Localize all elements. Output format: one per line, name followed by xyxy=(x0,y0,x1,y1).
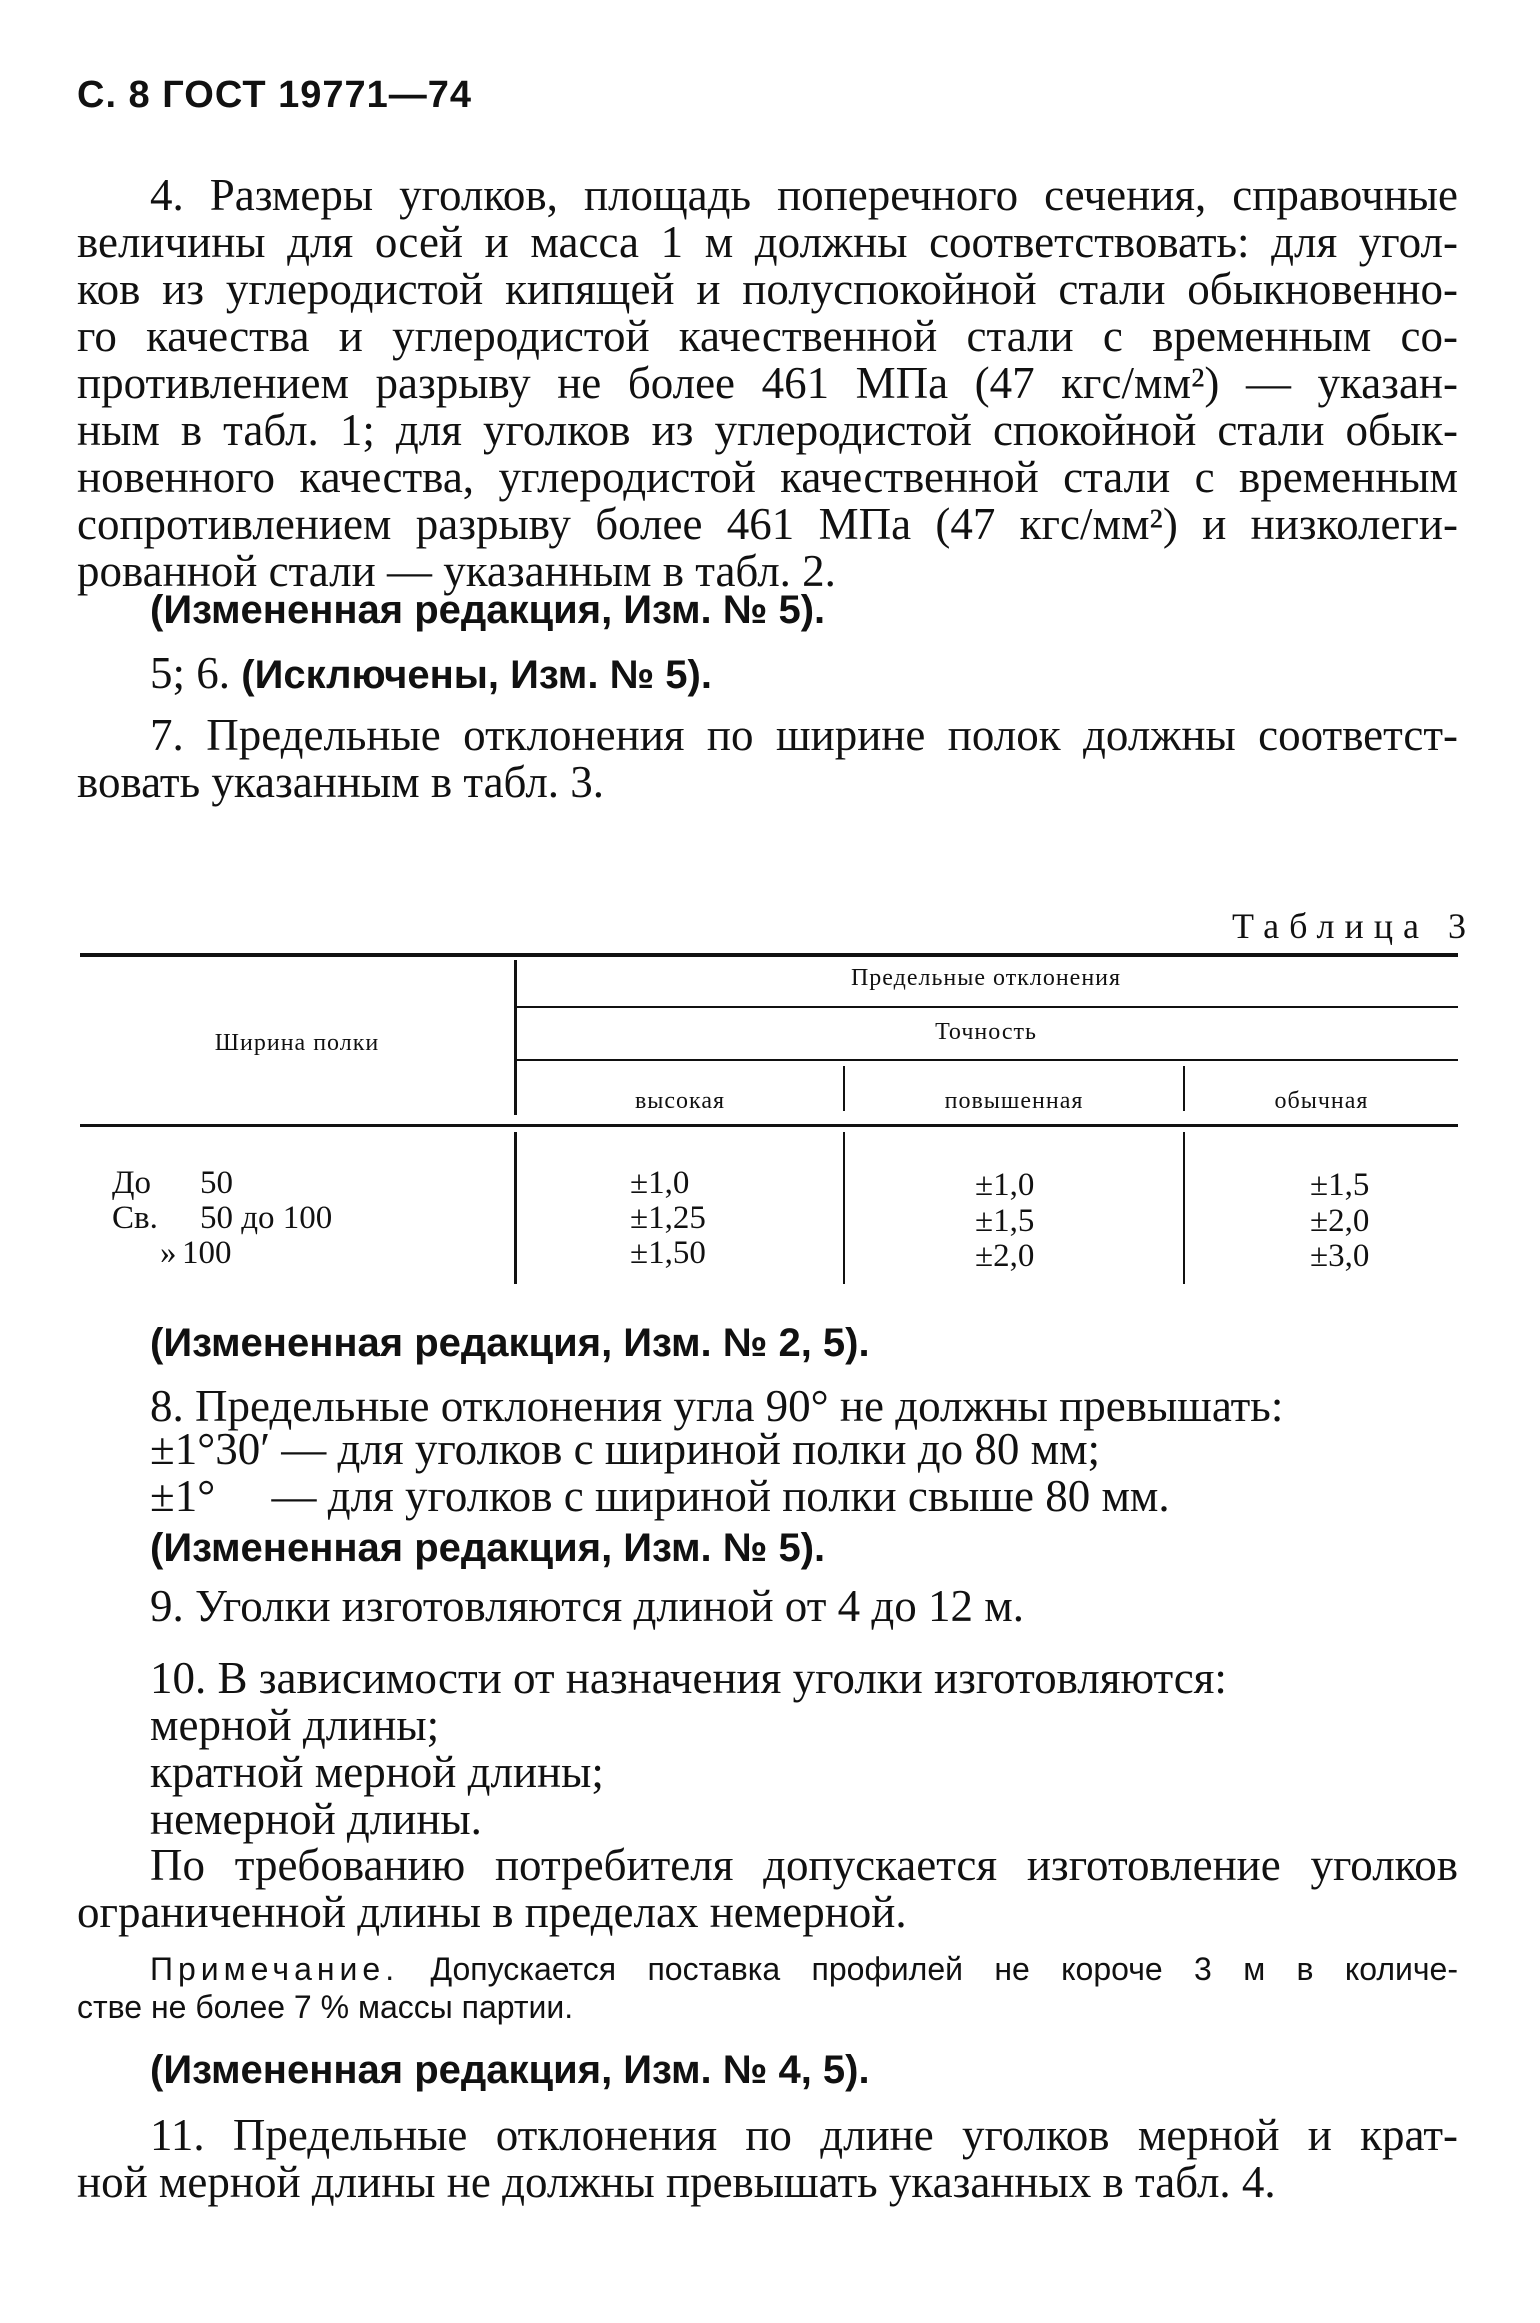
paragraph-line: 11. Предельные отклонения по длине уголков мерной и крат- xyxy=(150,2110,1458,2160)
paragraph-9: 9. Уголки изготовляются длиной от 4 до 12 м. xyxy=(150,1581,1024,1631)
table-row-range: 100 xyxy=(182,1235,232,1271)
paragraph-line: ным в табл. 1; для уголков из углеродистой спокойной стали обык- xyxy=(77,405,1458,455)
paragraph-8 xyxy=(150,1383,1283,1430)
paragraph-8-items xyxy=(150,1426,1170,1520)
page-header: С. 8 ГОСТ 19771—74 xyxy=(77,74,473,116)
paragraph-consumer-rest xyxy=(77,1889,907,1936)
table-divider xyxy=(514,1132,517,1284)
paragraph-11-rest xyxy=(77,2159,1458,2206)
edit-note-2: (Измененная редакция, Изм. № 2, 5). xyxy=(150,1321,870,1365)
paragraph-5-6-note: (Исключены, Изм. № 5). xyxy=(241,653,712,697)
paragraph-line: мерной длины; xyxy=(150,1700,440,1750)
table-cell: ±1,0 xyxy=(630,1165,690,1201)
table-row-prefix: До xyxy=(112,1165,152,1201)
paragraph-line: сопротивлением разрыву более 461 МПа (47 кгс/мм²) и низколеги- xyxy=(77,499,1458,549)
note-line xyxy=(150,1950,1458,1988)
paragraph-line: 8. Предельные отклонения угла 90° не должны превышать: xyxy=(150,1381,1284,1431)
note xyxy=(150,1950,1458,1988)
note-text: Допускается поставка профилей не короче 3 м в количе- xyxy=(430,1951,1459,1987)
paragraph-line: кратной мерной длины; xyxy=(150,1747,604,1797)
paragraph-line: 7. Предельные отклонения по ширине полок должны соответст- xyxy=(150,710,1458,760)
table-cell: ±1,50 xyxy=(630,1235,706,1271)
paragraph-line: ной мерной длины не должны превышать указанных в табл. 4. xyxy=(77,2157,1276,2207)
paragraph-line: немерной длины. xyxy=(150,1794,482,1844)
table-divider xyxy=(843,1132,845,1284)
paragraph-line: ограниченной длины в пределах немерной. xyxy=(77,1887,907,1937)
table-top-rule xyxy=(80,953,1458,957)
table-title: Таблица 3 xyxy=(1232,906,1476,946)
paragraph-line: ±1° — для уголков с шириной полки свыше 80 мм. xyxy=(150,1471,1170,1521)
note-label: Примечание. xyxy=(150,1951,400,1987)
paragraph-7 xyxy=(150,712,1458,759)
paragraph-10 xyxy=(150,1655,1227,1843)
paragraph-line: ±1°30′ — для уголков с шириной полки до 80 мм; xyxy=(150,1424,1101,1474)
paragraph-4 xyxy=(150,172,1458,219)
table-cell: ±1,5 xyxy=(975,1203,1035,1239)
note-line: стве не более 7 % массы партии. xyxy=(77,1989,574,2025)
table-header-deviations: Предельные отклонения xyxy=(850,965,1122,991)
paragraph-line: новенного качества, углеродистой качественной стали с временным xyxy=(77,452,1458,502)
table-header-rule xyxy=(80,1124,1458,1127)
table-rule xyxy=(517,1006,1458,1008)
paragraph-5-6 xyxy=(150,650,712,699)
table-header-accuracy: Точность xyxy=(935,1019,1037,1045)
table-row-prefix: Св. xyxy=(112,1200,158,1236)
paragraph-7-rest xyxy=(77,759,1458,806)
table-cell: ±1,25 xyxy=(630,1200,706,1236)
edit-note-3: (Измененная редакция, Изм. № 5). xyxy=(150,1526,826,1570)
edit-note-1: (Измененная редакция, Изм. № 5). xyxy=(150,588,826,632)
note-rest xyxy=(77,1988,573,2026)
table-header-high: высокая xyxy=(634,1088,726,1114)
table-header-increased: повышенная xyxy=(944,1088,1084,1114)
paragraph-4-body xyxy=(77,219,1458,266)
paragraph-line: 10. В зависимости от назначения уголки изготовляются: xyxy=(150,1653,1227,1703)
paragraph-line: ков из углеродистой кипящей и полуспокойной стали обыкновенно- xyxy=(77,264,1458,314)
paragraph-line: го качества и углеродистой качественной стали с временным со- xyxy=(77,311,1458,361)
table-row-prefix: » xyxy=(160,1235,177,1271)
paragraph-line: рованной стали — указанным в табл. 2. xyxy=(77,546,836,596)
table-cell: ±2,0 xyxy=(975,1238,1035,1274)
table-cell: ±3,0 xyxy=(1310,1238,1370,1274)
paragraph-4-rest xyxy=(77,266,1458,595)
paragraph-line: 4. Размеры уголков, площадь поперечного сечения, справочные xyxy=(150,170,1458,220)
paragraph-line: противлением разрыву не более 461 МПа (47 кгс/мм²) — указан- xyxy=(77,358,1458,408)
table-divider xyxy=(1183,1132,1185,1284)
edit-note-4: (Измененная редакция, Изм. № 4, 5). xyxy=(150,2048,870,2092)
paragraph-line: вовать указанным в табл. 3. xyxy=(77,757,605,807)
paragraph-line: величины для осей и масса 1 м должны соответствовать: для угол- xyxy=(77,217,1458,267)
table-row-range: 50 до 100 xyxy=(200,1200,333,1236)
table-header-normal: обычная xyxy=(1274,1088,1369,1114)
table-cell: ±1,0 xyxy=(975,1167,1035,1203)
table-row-range: 50 xyxy=(200,1165,233,1201)
paragraph-consumer xyxy=(150,1842,1458,1889)
paragraph-11 xyxy=(150,2112,1458,2159)
paragraph-line: По требованию потребителя допускается изготовление уголков xyxy=(150,1840,1458,1890)
table-cell: ±1,5 xyxy=(1310,1167,1370,1203)
paragraph-5-6-number: 5; 6. xyxy=(150,648,231,698)
table-header-width: Ширина полки xyxy=(214,1030,380,1056)
table-cell: ±2,0 xyxy=(1310,1203,1370,1239)
table-rule xyxy=(517,1059,1458,1061)
